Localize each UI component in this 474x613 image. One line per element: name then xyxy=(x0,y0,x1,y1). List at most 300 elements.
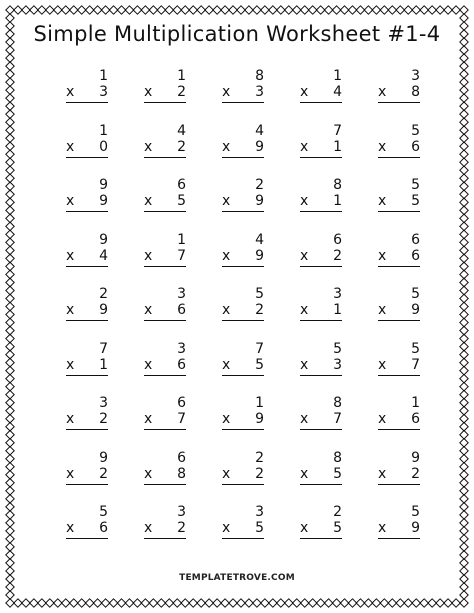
top-factor: 6 xyxy=(177,449,186,466)
border-diamond xyxy=(6,222,14,230)
border-diamond xyxy=(213,6,221,14)
multiplication-problem xyxy=(196,68,274,118)
border-diamond xyxy=(460,270,468,278)
border-diamond xyxy=(30,6,38,14)
border-diamond xyxy=(380,599,388,607)
multiplication-problem xyxy=(196,450,274,500)
border-diamond xyxy=(356,6,364,14)
bottom-factor: 6 xyxy=(177,356,186,373)
top-factor: 1 xyxy=(99,68,108,84)
border-diamond xyxy=(6,334,14,342)
border-diamond xyxy=(6,431,14,439)
bottom-row-with-answer-line xyxy=(378,520,420,539)
bottom-factor: 4 xyxy=(99,247,108,264)
border-diamond xyxy=(460,70,468,78)
multiply-operator: x xyxy=(144,302,153,318)
border-diamond xyxy=(181,6,189,14)
multiply-operator: x xyxy=(222,302,231,318)
top-factor: 7 xyxy=(99,340,108,357)
multiply-operator: x xyxy=(144,193,153,209)
border-diamond xyxy=(261,6,269,14)
bottom-row-with-answer-line xyxy=(300,411,342,430)
multiply-operator: x xyxy=(378,356,387,373)
border-diamond xyxy=(6,591,14,599)
border-diamond xyxy=(221,599,229,607)
bottom-row-with-answer-line xyxy=(300,466,342,485)
multiply-operator: x xyxy=(66,411,75,427)
bottom-row-with-answer-line xyxy=(222,193,264,212)
top-factor: 1 xyxy=(177,231,186,248)
multiplication-problem xyxy=(274,450,352,500)
bottom-row-with-answer-line xyxy=(378,248,420,267)
multiplication-problem xyxy=(196,232,274,282)
multiply-operator: x xyxy=(300,356,309,373)
bottom-factor: 7 xyxy=(177,247,186,264)
multiply-operator: x xyxy=(222,84,231,100)
border-diamond xyxy=(460,414,468,422)
multiply-operator: x xyxy=(66,302,75,318)
bottom-factor: 7 xyxy=(333,411,342,427)
border-diamond xyxy=(324,599,332,607)
border-diamond xyxy=(460,471,468,479)
border-diamond xyxy=(117,6,125,14)
border-diamond xyxy=(460,286,468,294)
border-diamond xyxy=(6,310,14,318)
border-diamond xyxy=(245,599,253,607)
border-diamond xyxy=(6,406,14,414)
border-diamond xyxy=(460,230,468,238)
border-diamond xyxy=(364,599,372,607)
multiply-operator: x xyxy=(144,138,153,155)
border-diamond xyxy=(460,591,468,599)
bottom-row-with-answer-line xyxy=(222,248,264,267)
top-factor: 1 xyxy=(99,122,108,139)
border-diamond xyxy=(77,6,85,14)
border-diamond xyxy=(6,366,14,374)
multiplication-problem xyxy=(40,68,118,118)
border-diamond xyxy=(197,599,205,607)
top-factor: 3 xyxy=(99,395,108,411)
top-factor: 3 xyxy=(411,68,420,84)
border-diamond xyxy=(404,6,412,14)
multiplication-problem xyxy=(352,504,430,554)
multiplication-problem xyxy=(196,123,274,173)
border-diamond xyxy=(460,246,468,254)
border-diamond xyxy=(6,519,14,527)
border-diamond xyxy=(101,6,109,14)
border-diamond xyxy=(460,86,468,94)
border-diamond xyxy=(6,78,14,86)
border-diamond xyxy=(165,599,173,607)
top-factor: 9 xyxy=(99,231,108,248)
multiply-operator: x xyxy=(66,193,75,209)
top-factor: 1 xyxy=(255,395,264,411)
bottom-row-with-answer-line xyxy=(378,139,420,158)
border-diamond xyxy=(62,6,70,14)
multiplication-problem xyxy=(274,504,352,554)
border-diamond xyxy=(133,6,141,14)
border-diamond xyxy=(30,599,38,607)
bottom-factor: 6 xyxy=(411,247,420,264)
top-factor: 3 xyxy=(177,340,186,357)
border-diamond xyxy=(6,382,14,390)
top-factor: 3 xyxy=(177,286,186,302)
border-diamond xyxy=(460,214,468,222)
bottom-factor: 2 xyxy=(177,138,186,155)
border-diamond xyxy=(6,254,14,262)
multiply-operator: x xyxy=(66,356,75,373)
bottom-factor: 2 xyxy=(177,520,186,536)
border-diamond xyxy=(6,166,14,174)
bottom-factor: 5 xyxy=(177,193,186,209)
border-diamond xyxy=(388,6,396,14)
border-diamond xyxy=(460,294,468,302)
multiply-operator: x xyxy=(222,138,231,155)
multiplication-problem xyxy=(118,286,196,336)
bottom-row-with-answer-line xyxy=(66,357,108,376)
top-factor: 3 xyxy=(333,286,342,302)
top-factor: 5 xyxy=(411,177,420,193)
border-diamond xyxy=(197,6,205,14)
border-diamond xyxy=(6,198,14,206)
border-diamond xyxy=(165,6,173,14)
bottom-row-with-answer-line xyxy=(66,193,108,212)
border-diamond xyxy=(412,6,420,14)
border-diamond xyxy=(6,62,14,70)
bottom-factor: 1 xyxy=(99,356,108,373)
top-factor: 3 xyxy=(177,504,186,520)
multiplication-problem xyxy=(196,504,274,554)
multiplication-problem xyxy=(40,341,118,391)
multiplication-problem xyxy=(40,504,118,554)
border-diamond xyxy=(6,206,14,214)
border-diamond xyxy=(460,62,468,70)
border-diamond xyxy=(6,270,14,278)
border-diamond xyxy=(324,6,332,14)
border-diamond xyxy=(229,599,237,607)
bottom-row-with-answer-line xyxy=(66,411,108,430)
bottom-row-with-answer-line xyxy=(300,302,342,321)
border-diamond xyxy=(205,599,213,607)
multiply-operator: x xyxy=(222,193,231,209)
multiply-operator: x xyxy=(66,138,75,155)
bottom-row-with-answer-line xyxy=(300,520,342,539)
border-diamond xyxy=(149,599,157,607)
bottom-row-with-answer-line xyxy=(378,357,420,376)
border-diamond xyxy=(460,431,468,439)
multiplication-problem xyxy=(40,232,118,282)
multiply-operator: x xyxy=(378,138,387,155)
border-diamond xyxy=(460,262,468,270)
border-diamond xyxy=(460,318,468,326)
border-diamond xyxy=(460,46,468,54)
border-diamond xyxy=(436,599,444,607)
bottom-row-with-answer-line xyxy=(300,84,342,103)
multiply-operator: x xyxy=(222,520,231,536)
multiplication-problem xyxy=(118,341,196,391)
top-factor: 8 xyxy=(333,395,342,411)
border-diamond xyxy=(444,6,452,14)
border-diamond xyxy=(6,471,14,479)
multiplication-problem xyxy=(274,68,352,118)
multiplication-problem xyxy=(118,232,196,282)
bottom-row-with-answer-line xyxy=(144,466,186,485)
bottom-factor: 3 xyxy=(333,356,342,373)
bottom-factor: 3 xyxy=(255,84,264,100)
bottom-factor: 7 xyxy=(177,411,186,427)
bottom-factor: 9 xyxy=(99,302,108,318)
border-diamond xyxy=(460,302,468,310)
border-diamond xyxy=(6,398,14,406)
border-diamond xyxy=(460,599,468,607)
border-diamond xyxy=(460,206,468,214)
border-diamond xyxy=(372,599,380,607)
border-diamond xyxy=(6,390,14,398)
bottom-row-with-answer-line xyxy=(222,466,264,485)
border-diamond xyxy=(412,599,420,607)
border-diamond xyxy=(6,527,14,535)
top-factor: 5 xyxy=(255,286,264,302)
bottom-row-with-answer-line xyxy=(222,139,264,158)
border-diamond xyxy=(444,599,452,607)
border-diamond xyxy=(428,599,436,607)
bottom-row-with-answer-line xyxy=(144,411,186,430)
top-factor: 5 xyxy=(411,340,420,357)
top-factor: 5 xyxy=(333,340,342,357)
border-diamond xyxy=(460,559,468,567)
border-diamond xyxy=(157,6,165,14)
bottom-row-with-answer-line xyxy=(144,193,186,212)
border-diamond xyxy=(125,599,133,607)
footer-brand: TEMPLATETROVE.COM xyxy=(179,573,295,583)
border-diamond xyxy=(6,439,14,447)
border-diamond xyxy=(460,118,468,126)
border-diamond xyxy=(348,599,356,607)
border-diamond xyxy=(6,559,14,567)
border-diamond xyxy=(6,543,14,551)
border-diamond xyxy=(460,439,468,447)
bottom-factor: 6 xyxy=(177,302,186,318)
multiply-operator: x xyxy=(300,247,309,264)
border-diamond xyxy=(6,503,14,511)
border-diamond xyxy=(6,118,14,126)
border-diamond xyxy=(460,198,468,206)
border-diamond xyxy=(6,230,14,238)
border-diamond xyxy=(14,599,22,607)
border-diamond xyxy=(460,535,468,543)
border-diamond xyxy=(420,599,428,607)
border-diamond xyxy=(460,142,468,150)
bottom-factor: 2 xyxy=(99,411,108,427)
border-diamond xyxy=(253,599,261,607)
top-factor: 8 xyxy=(333,177,342,193)
top-factor: 1 xyxy=(177,68,186,84)
bottom-factor: 6 xyxy=(99,520,108,536)
bottom-factor: 8 xyxy=(177,465,186,482)
border-diamond xyxy=(173,6,181,14)
multiply-operator: x xyxy=(378,520,387,536)
multiply-operator: x xyxy=(222,411,231,427)
bottom-row-with-answer-line xyxy=(300,139,342,158)
bottom-factor: 5 xyxy=(333,520,342,536)
top-factor: 5 xyxy=(99,504,108,520)
border-diamond xyxy=(6,447,14,455)
bottom-row-with-answer-line xyxy=(144,248,186,267)
border-diamond xyxy=(6,350,14,358)
border-diamond xyxy=(6,455,14,463)
multiply-operator: x xyxy=(300,193,309,209)
border-diamond xyxy=(340,6,348,14)
border-diamond xyxy=(46,599,54,607)
bottom-row-with-answer-line xyxy=(378,302,420,321)
border-diamond xyxy=(460,150,468,158)
border-diamond xyxy=(6,54,14,62)
border-diamond xyxy=(460,543,468,551)
bottom-factor: 9 xyxy=(99,193,108,209)
bottom-row-with-answer-line xyxy=(66,84,108,103)
multiply-operator: x xyxy=(66,520,75,536)
bottom-row-with-answer-line xyxy=(144,84,186,103)
border-diamond xyxy=(404,599,412,607)
border-diamond xyxy=(452,599,460,607)
border-diamond xyxy=(6,150,14,158)
bottom-factor: 9 xyxy=(255,411,264,427)
multiply-operator: x xyxy=(378,193,387,209)
top-factor: 1 xyxy=(411,395,420,411)
border-diamond xyxy=(436,6,444,14)
bottom-row-with-answer-line xyxy=(66,466,108,485)
bottom-factor: 9 xyxy=(255,138,264,155)
bottom-row-with-answer-line xyxy=(378,411,420,430)
multiply-operator: x xyxy=(378,84,387,100)
top-factor: 7 xyxy=(333,122,342,139)
border-diamond xyxy=(6,326,14,334)
bottom-row-with-answer-line xyxy=(144,520,186,539)
border-diamond xyxy=(6,46,14,54)
border-diamond xyxy=(237,599,245,607)
border-diamond xyxy=(460,487,468,495)
border-diamond xyxy=(308,6,316,14)
border-diamond xyxy=(6,134,14,142)
border-diamond xyxy=(38,599,46,607)
border-diamond xyxy=(372,6,380,14)
border-diamond xyxy=(70,599,78,607)
border-diamond xyxy=(364,6,372,14)
multiply-operator: x xyxy=(144,247,153,264)
border-diamond xyxy=(6,86,14,94)
bottom-factor: 3 xyxy=(99,84,108,100)
multiplication-problem xyxy=(352,68,430,118)
bottom-factor: 6 xyxy=(411,138,420,155)
border-diamond xyxy=(460,551,468,559)
multiplication-problem xyxy=(352,395,430,445)
border-diamond xyxy=(6,286,14,294)
bottom-factor: 1 xyxy=(333,302,342,318)
border-diamond xyxy=(6,214,14,222)
bottom-row-with-answer-line xyxy=(66,139,108,158)
border-diamond xyxy=(332,599,340,607)
bottom-factor: 2 xyxy=(177,84,186,100)
bottom-row-with-answer-line xyxy=(222,84,264,103)
border-diamond xyxy=(6,599,14,607)
multiplication-problem xyxy=(118,504,196,554)
border-diamond xyxy=(261,599,269,607)
border-diamond xyxy=(149,6,157,14)
bottom-factor: 9 xyxy=(411,520,420,536)
multiplication-problem xyxy=(196,395,274,445)
border-diamond xyxy=(133,599,141,607)
multiplication-problem xyxy=(352,177,430,227)
border-diamond xyxy=(460,423,468,431)
border-diamond xyxy=(253,6,261,14)
border-diamond xyxy=(460,358,468,366)
multiply-operator: x xyxy=(300,465,309,482)
bottom-factor: 1 xyxy=(333,193,342,209)
multiplication-problem xyxy=(118,123,196,173)
border-diamond xyxy=(6,182,14,190)
border-diamond xyxy=(46,6,54,14)
multiply-operator: x xyxy=(66,465,75,482)
multiply-operator: x xyxy=(300,84,309,100)
bottom-row-with-answer-line xyxy=(144,357,186,376)
border-diamond xyxy=(308,599,316,607)
border-diamond xyxy=(38,6,46,14)
bottom-row-with-answer-line xyxy=(66,248,108,267)
multiplication-problem xyxy=(352,450,430,500)
border-diamond xyxy=(460,182,468,190)
border-diamond xyxy=(6,142,14,150)
multiplication-problem xyxy=(352,232,430,282)
border-diamond xyxy=(460,447,468,455)
border-diamond xyxy=(460,382,468,390)
bottom-factor: 5 xyxy=(411,193,420,209)
multiply-operator: x xyxy=(144,356,153,373)
border-diamond xyxy=(460,102,468,110)
border-diamond xyxy=(316,6,324,14)
multiplication-problem xyxy=(274,123,352,173)
multiply-operator: x xyxy=(378,247,387,264)
top-factor: 3 xyxy=(255,504,264,520)
top-factor: 9 xyxy=(411,449,420,466)
border-diamond xyxy=(285,599,293,607)
border-diamond xyxy=(460,503,468,511)
border-diamond xyxy=(125,6,133,14)
bottom-row-with-answer-line xyxy=(66,520,108,539)
border-diamond xyxy=(460,479,468,487)
border-diamond xyxy=(396,599,404,607)
bottom-row-with-answer-line xyxy=(222,520,264,539)
bottom-factor: 1 xyxy=(333,138,342,155)
multiplication-problem xyxy=(40,123,118,173)
multiplication-problem xyxy=(352,123,430,173)
border-diamond xyxy=(6,294,14,302)
border-diamond xyxy=(301,599,309,607)
border-diamond xyxy=(269,599,277,607)
border-diamond xyxy=(6,374,14,382)
bottom-factor: 5 xyxy=(333,465,342,482)
border-diamond xyxy=(460,342,468,350)
border-diamond xyxy=(460,350,468,358)
multiplication-problem xyxy=(118,450,196,500)
bottom-factor: 9 xyxy=(411,302,420,318)
top-factor: 6 xyxy=(411,231,420,248)
bottom-factor: 9 xyxy=(255,193,264,209)
top-factor: 2 xyxy=(99,286,108,302)
border-diamond xyxy=(237,6,245,14)
border-diamond xyxy=(54,599,62,607)
border-diamond xyxy=(117,599,125,607)
bottom-factor: 6 xyxy=(411,411,420,427)
